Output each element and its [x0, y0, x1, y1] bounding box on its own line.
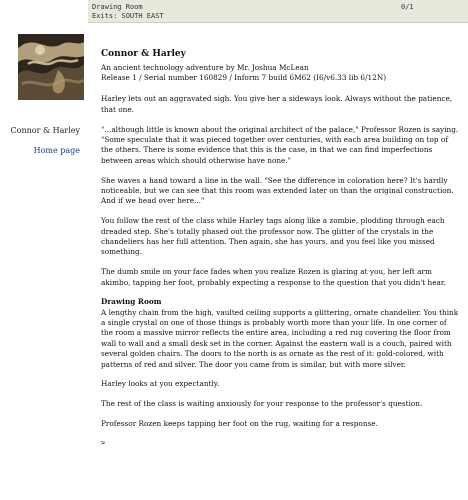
- transcript-paragraph: Professor Rozen keeps tapping her foot on the rug, waiting for a response.: [101, 419, 378, 429]
- cover-art-image: [18, 34, 84, 100]
- transcript-paragraph: Harley looks at you expectantly.: [101, 379, 220, 389]
- transcript-paragraph: She waves a hand toward a line in the wall. "See the difference in coloration here? It's hardly noticeable, but we can see that this room was extended later on than the original construction. And if we head over here...": [101, 175, 454, 206]
- banner-title: Connor & Harley: [101, 49, 186, 59]
- sidebar-game-title: Connor & Harley: [10, 126, 80, 135]
- cover-art-svg: [18, 34, 84, 100]
- transcript-paragraph: The rest of the class is waiting anxiously for your response to the professor's question.: [101, 399, 423, 409]
- banner-release: Release 1 / Serial number 160829 / Inform 7 build 6M62 (I6/v6.33 lib 6/12N): [101, 73, 387, 83]
- home-page-link[interactable]: Home page: [33, 146, 80, 155]
- room-description: A lengthy chain from the high, vaulted ceiling supports a glittering, ornate chandelier. You think a single crystal on one of those things is probably worth more than your life. In one corner of the room a massive mirror reflects the entire area, including a red rug covering the floor from wall to wall and a small desk set in the corner. Against the eastern wall is a couch, paired with several golden chairs. The doors to the north is as ornate as the rest of it: gold-colored, with patterns of red and silver. The door you came from is similar, but with more silver.: [101, 307, 459, 369]
- transcript-paragraph: The dumb smile on your face fades when you realize Rozen is glaring at you, her left arm akimbo, tapping her foot, probably expecting a response to the question that you didn't hear.: [101, 267, 446, 287]
- status-score: 0/1: [401, 3, 414, 11]
- transcript-paragraph: You follow the rest of the class while Harley tags along like a zombie, plodding through each dreaded step. She's totally phased out the professor now. The glitter of the crystals in the chandeliers has her full attention. Then again, she has yours, and you feel like you missed something.: [101, 216, 445, 257]
- game-banner: [101, 48, 459, 83]
- transcript-paragraph: Harley lets out an aggravated sigh. You give her a sideways look. Always without the patience, that one.: [101, 94, 453, 114]
- story-window: [101, 48, 459, 449]
- room-heading: Drawing Room: [101, 297, 162, 307]
- transcript-paragraph: "...although little is known about the original architect of the palace," Professor Rozen is saying. "Some speculate that it was pieced together over centuries, with each area building on top of the others. There is some evidence that this is the case, in that we can find imperfections between areas which should otherwise have none.": [101, 124, 459, 165]
- banner-subtitle: An ancient technology adventure by Mr. Joshua McLean: [101, 62, 309, 72]
- sidebar: [0, 22, 88, 500]
- status-bar: [88, 0, 468, 23]
- status-exits: Exits: SOUTH EAST: [92, 12, 164, 20]
- command-prompt[interactable]: >: [101, 439, 106, 448]
- status-location: Drawing Room: [92, 3, 143, 11]
